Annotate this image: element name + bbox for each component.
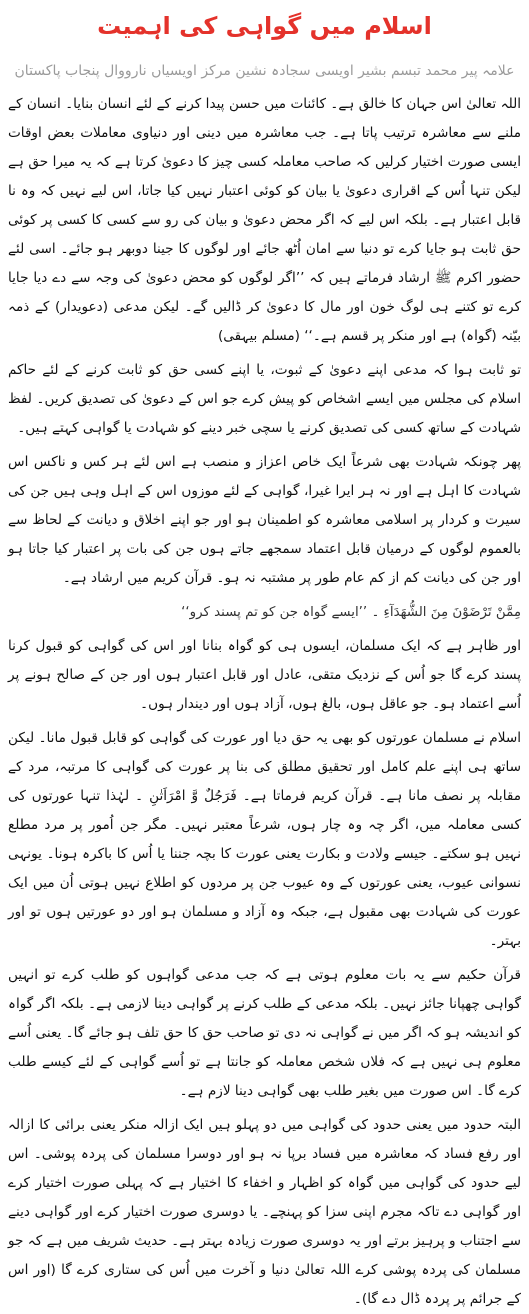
paragraph: البتہ حدود میں یعنی حدود کی گواہی میں دو پہلو ہیں ایک ازالہ منکر یعنی برائی کا ازالہ اور رفع فساد کہ معاشرہ میں فساد برپا نہ ہو اور دوسرا مسلمان کی پردہ پوشی۔ اس لیے حدود کی گواہی میں گواہ کو اظہار و اخفاء کا اختیار ہے کہ پہلی صورت اختیار کرے اور گواہی دے تاکہ مجرم اپنی سزا کو پہنچے۔ یا دوسری صورت اختیار کرے اور گواہی دینے سے اجتناب و پرہیز برتے اور یہ دوسری صورت زیادہ بہتر ہے۔ حدیث شریف میں ہے کہ جو مسلمان کی پردہ پوشی کرے اللہ تعالیٰ دنیا و آخرت میں اُس کی ستاری کرے گا (اور اس کے جرائم پر پردہ ڈال دے گا)۔ <box>8 1117 521 1307</box>
paragraph: اور ظاہر ہے کہ ایک مسلمان، ایسوں ہی کو گواہ بنانا اور اس کی گواہی کو قبول کرنا پسند کرے گا جو اُس کے نزدیک متقی، عادل اور قابل اعتبار ہوں اور جن کے صالح ہونے پر اُسے اعتماد ہو۔ جو عاقل ہوں، بالغ ہوں، آزاد ہوں اور دیندار ہوں۔ <box>8 638 521 712</box>
paragraph: قرآن حکیم سے یہ بات معلوم ہوتی ہے کہ جب مدعی گواہوں کو طلب کرے تو انہیں گواہی چھپانا جائز نہیں۔ بلکہ مدعی کے طلب کرنے پر گواہی دینا لازمی ہے۔ بلکہ اگر گواہ کو اندیشہ ہو کہ اگر میں نے گواہی نہ دی تو صاحب حق کا حق تلف ہو جائے گا۔ یعنی اُسے معلوم ہی نہیں ہے کہ فلاں شخص معاملہ کو جانتا ہے تو اُسے گواہی کے لئے کیسے طلب کرے گا۔ اس صورت میں بغیر طلب بھی گواہی دینا لازم ہے۔ <box>8 967 521 1099</box>
paragraph: پھر چونکہ شہادت بھی شرعاً ایک خاص اعزاز و منصب ہے اس لئے ہر کس و ناکس اس شہادت کا اہل ہے اور نہ ہر ایرا غیرا، گواہی کے لئے موزوں اس کے اہل وہی ہیں جن کی سیرت و کردار پر اسلامی معاشرہ کو اطمینان ہو اور جو اپنے اخلاق و دیانت کے لحاظ سے بالعموم لوگوں کے درمیان قابل اعتماد سمجھے جاتے ہوں جن کی بات پر اعتبار کیا جاتا ہو اور جن کی دیانت کم از کم عام طور پر مشتبہ نہ ہو۔ قرآن کریم میں ارشاد ہے۔ <box>8 454 521 586</box>
article-body <box>8 90 521 1314</box>
article-title: اسلام میں گواہی کی اہمیت <box>97 12 432 40</box>
paragraph: تو ثابت ہوا کہ مدعی اپنے دعویٰ کے ثبوت، یا اپنے کسی حق کو ثابت کرنے کے لئے حاکم اسلام کی مجلس میں ایسے اشخاص کو پیش کرے جو اس کے دعویٰ کی تصدیق کریں۔ لفظ شہادت کے ساتھ کسی کی تصدیق کرنے یا سچی خبر دینے کو شہادت یا گواہی کہتے ہیں۔ <box>8 362 521 436</box>
quran-verse: مِمَّنْ تَرْضَوْنَ مِنَ الشُّهَدَآءِ ۔ ’’ایسے گواہ جن کو تم پسند کرو‘‘ <box>181 605 521 620</box>
paragraph: اسلام نے مسلمان عورتوں کو بھی یہ حق دیا اور عورت کی گواہی کو قابل قبول مانا۔ لیکن ساتھ ہی اپنے علم کامل اور تحقیق مطلق کی بنا پر عورت کی گواہی کا مرتبہ، مرد کے مقابلہ پر نصف مانا ہے۔ قرآن کریم فرماتا ہے۔ فَرَجُلٌ وَّ امْرَاَتٰنِ ۔ لہٰذا تنہا عورتوں کی کسی معاملہ میں، اگر چہ وہ چار ہوں، شرعاً معتبر نہیں۔ مگر جن اُمور پر مرد مطلع نہیں ہو سکتے۔ جیسے ولادت و بکارت یعنی عورت کا بچہ جننا یا اُس کا باکرہ ہونا۔ یونہی نسوانی عیوب، یعنی عورتوں کے وہ عیوب جن پر مردوں کو اطلاع نہیں ہوتی اُن میں ایک عورت کی شہادت بھی مقبول ہے، جبکہ وہ آزاد و مسلمان ہو اور دو عورتیں ہوں تو اور بہتر۔ <box>8 730 521 949</box>
paragraph: اللہ تعالیٰ اس جہان کا خالق ہے۔ کائنات میں حسن پیدا کرنے کے لئے انسان بنایا۔ انسان کے ملنے سے معاشرہ ترتیب پاتا ہے۔ جب معاشرہ میں دینی اور دنیاوی معاملات بعض اوقات ایسی صورت اختیار کرلیں کہ صاحب معاملہ کسی چیز کا دعویٰ کرتا ہے کہ یہ میرا حق ہے لیکن تنہا اُس کے اقراری دعویٰ یا بیان کو کوئی اعتبار نہیں کیا جاتا، اس لیے نہیں کہ وہ نا قابل اعتبار ہے۔ بلکہ اس لیے کہ اگر محض دعویٰ و بیان کی رو سے کسی کا کسی پر کوئی حق ثابت ہو جایا کرے تو دنیا سے امان اُٹھ جائے اور لوگوں کا جینا دوبھر ہو جائے۔ اسی لئے حضور اکرم ﷺ ارشاد فرماتے ہیں کہ ’’اگر لوگوں کو محض دعویٰ کی وجہ سے دے دیا جایا کرے تو کتنے ہی لوگ خون اور مال کا دعویٰ کر ڈالیں گے۔ لیکن مدعی (دعویدار) کے ذمہ بیّنہ (گواہ) ہے اور منکر پر قسم ہے۔‘‘ (مسلم بیہقی) <box>8 96 521 344</box>
author-line: علامہ پیر محمد تبسم بشیر اویسی سجادہ نشین مرکز اویسیاں نارووال پنجاب پاکستان <box>14 63 515 79</box>
